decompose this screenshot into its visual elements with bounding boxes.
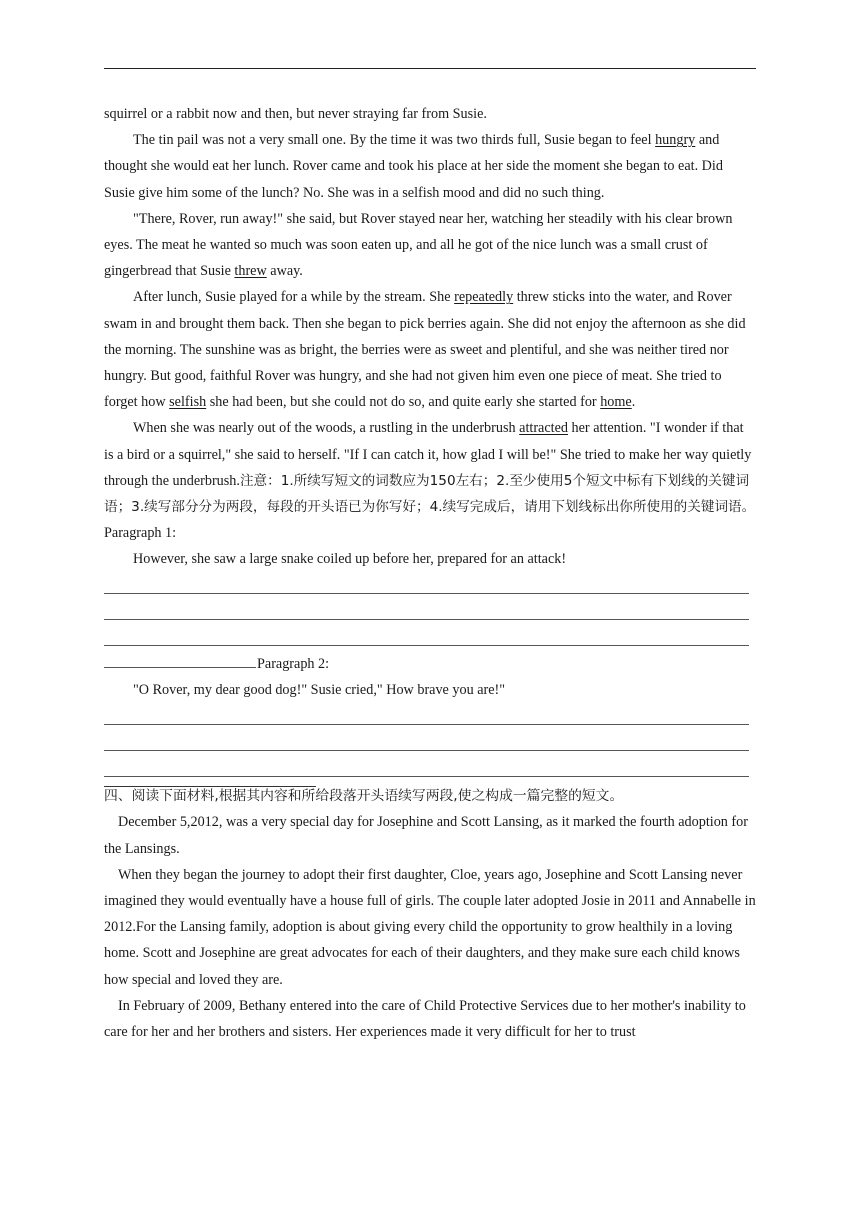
keyword-threw: threw — [234, 263, 267, 280]
story-paragraph-2: "There, Rover, run away!" she said, but Rover stayed near her, watching her steadily with his clear brown eyes. The meat he wanted so much was soon eaten up, and all he got of the nice lunch was a small crust of gingerbread that Susie threw away. — [104, 210, 733, 280]
keyword-home: home — [600, 394, 632, 411]
keyword-repeatedly: repeatedly — [454, 289, 514, 306]
writing-instructions: 注意：1.所续写短文的词数应为150左右；2.至少使用5个短文中标有下划线的关键词语；3.续写部分分为两段，每段的开头语已为你写好；4.续写完成后，请用下划线标出你所使用的关键词语。 — [104, 472, 756, 516]
paragraph-2-label: Paragraph 2: — [257, 656, 330, 673]
section-4-paragraph-2: When they began the journey to adopt their first daughter, Cloe, years ago, Josephine and Scott Lansing never imagined they would eventually have a house full of girls. The couple later adopted Josie in 2011 and Annabelle in 2012.For the Lansing family, adoption is about giving every child the opportunity to grow healthily in a loving home. Scott and Josephine are great advocates for each of their daughters, and they make sure each child knows how special and loved they are. — [104, 866, 756, 988]
story-paragraph-0: squirrel or a rabbit now and then, but never straying far from Susie. — [104, 106, 487, 122]
writing-line-short[interactable] — [104, 653, 256, 668]
story-paragraph-4: When she was nearly out of the woods, a rustling in the underbrush attracted her attention. "I wonder if that is a bird or a squirrel," she said to herself. "If I can catch it, how glad I will be!" She tried to make her way quietly through the underbrush.注意：1.所续写短文的词数应为150左右；2.至少使用5个短文中标有下划线的关键词语；3.续写部分分为两段，每段的开头语已为你写好；4.续写完成后，请用下划线标出你所使用的关键词语。 Paragraph 1: — [104, 420, 756, 542]
keyword-attracted: attracted — [519, 420, 568, 437]
section-4-heading: 四、阅读下面材料,根据其内容和所给段落开头语续写两段,使之构成一篇完整的短文。 — [104, 788, 624, 805]
keyword-selfish: selfish — [169, 394, 207, 411]
writing-line[interactable] — [104, 730, 756, 756]
section-4-paragraph-1: December 5,2012, was a very special day for Josephine and Scott Lansing, as it marked the fourth adoption for the Lansings. — [104, 814, 748, 857]
paragraph-2-label-line — [104, 651, 756, 677]
keyword-hungry: hungry — [655, 132, 696, 149]
writing-line[interactable] — [104, 625, 756, 651]
writing-line[interactable] — [104, 599, 756, 625]
paragraph-2-opening: "O Rover, my dear good dog!" Susie cried," How brave you are!" — [133, 682, 506, 699]
section-4-paragraph-3: In February of 2009, Bethany entered into the care of Child Protective Services due to her mother's inability to care for her and her brothers and sisters. Her experiences made it very difficult for her to trust — [104, 997, 746, 1041]
writing-line[interactable] — [104, 573, 756, 599]
header-rule — [104, 68, 756, 69]
writing-line[interactable] — [104, 704, 756, 730]
story-paragraph-1: The tin pail was not a very small one. By the time it was two thirds full, Susie began to feel hungry and thought she would eat her lunch. Rover came and took his place at her side the moment she began to eat. Did Susie give him some of the lunch? No. She was in a selfish mood and did no such thing. — [104, 132, 723, 201]
paragraph-1-label: Paragraph 1: — [104, 525, 177, 542]
page-content — [104, 101, 756, 1045]
paragraph-1-opening: However, she saw a large snake coiled up before her, prepared for an attack! — [133, 551, 567, 568]
writing-line[interactable] — [104, 756, 756, 782]
story-paragraph-3: After lunch, Susie played for a while by the stream. She repeatedly threw sticks into the water, and Rover swam in and brought them back. Then she began to pick berries again. She did not enjoy the afternoon as she did the morning. The sunshine was as bright, the berries were as sweet and plentiful, and she was neither tired nor hungry. But good, faithful Rover was hungry, and she had not given him even one piece of meat. She tried to forget how selfish she had been, but she could not do so, and quite early she started for home. — [104, 289, 746, 411]
